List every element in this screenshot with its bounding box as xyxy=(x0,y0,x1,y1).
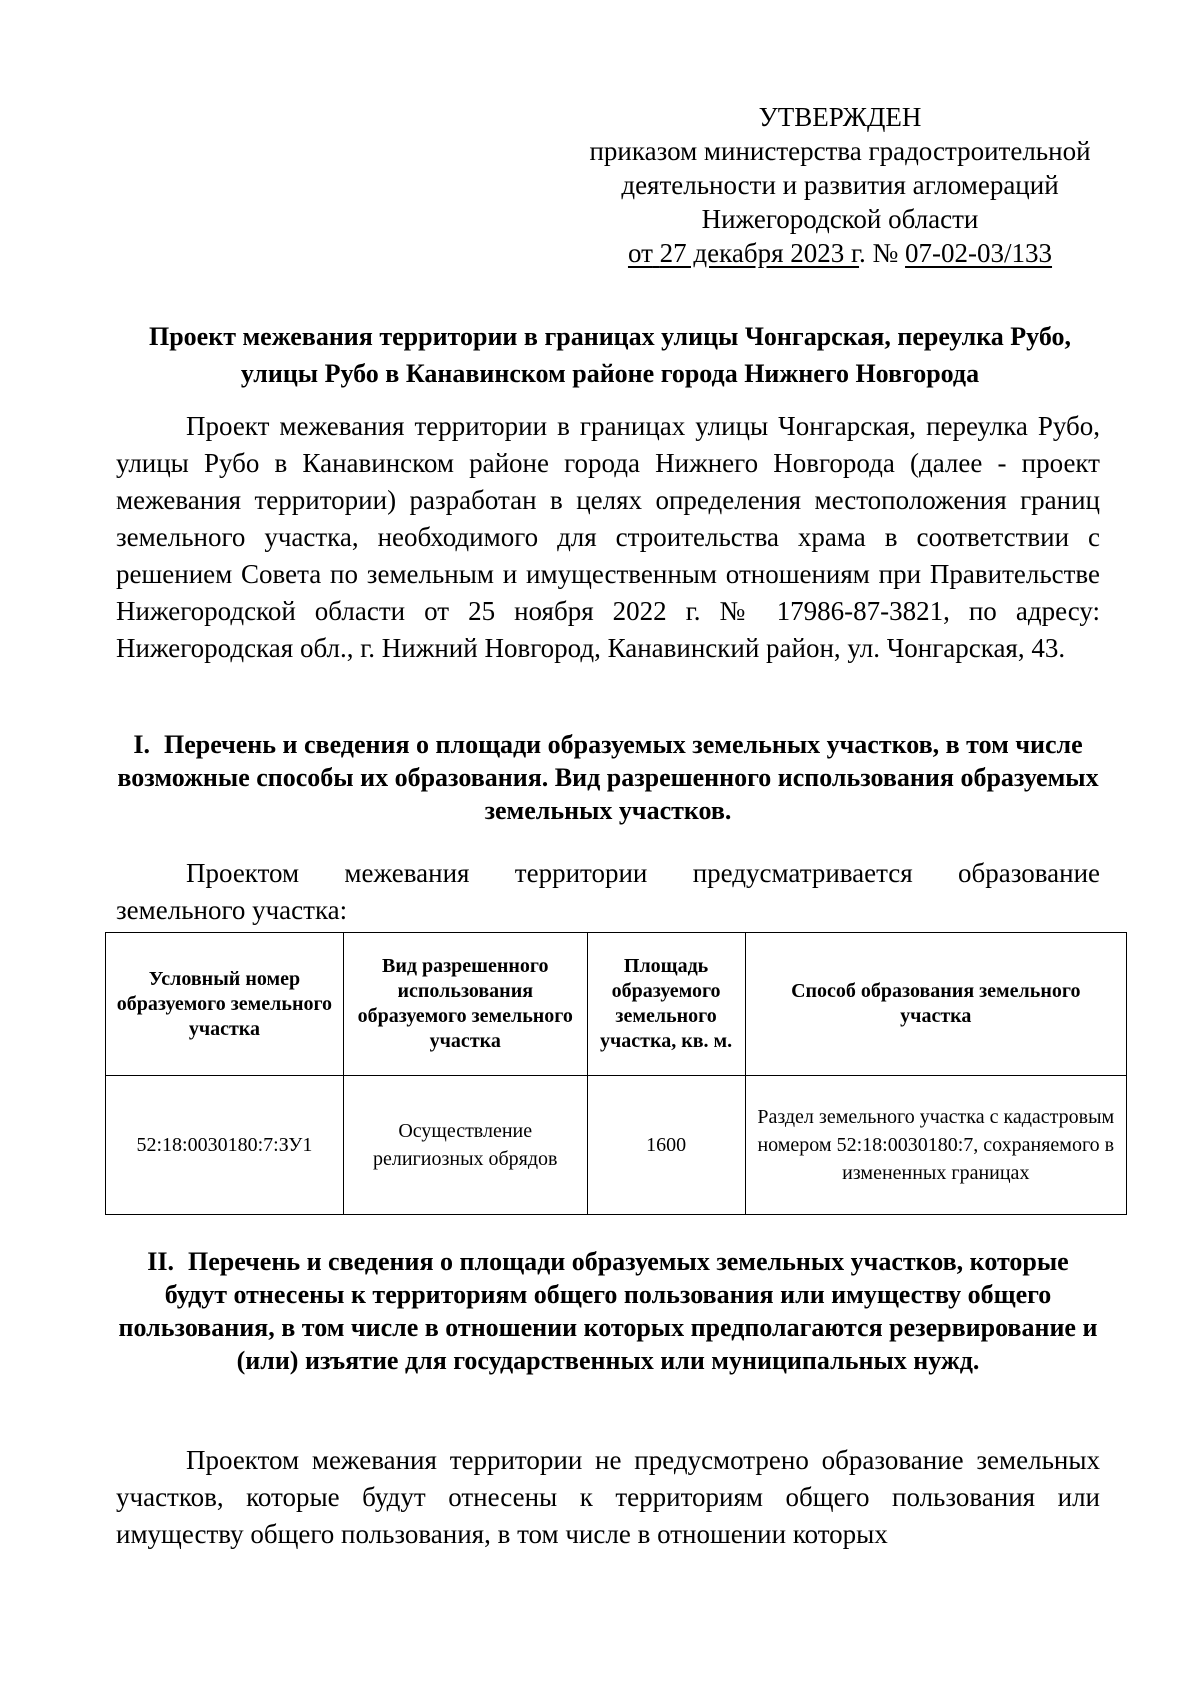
table-row xyxy=(106,1076,1127,1215)
approval-line: деятельности и развития агломераций xyxy=(621,170,1059,200)
section-2-heading xyxy=(116,1245,1100,1377)
intro-paragraph xyxy=(116,408,1100,667)
section-2-paragraph xyxy=(116,1442,1100,1553)
section-1-paragraph-line1: Проектом межевания территории предусматривается образование xyxy=(186,858,1100,888)
section-1-paragraph-continued: земельного участка: xyxy=(116,895,348,925)
section-1-heading xyxy=(116,728,1100,827)
approval-date: 27 декабря 2023 г xyxy=(659,238,860,268)
table-header-row xyxy=(106,933,1127,1076)
section-1-heading-text: Перечень и сведения о площади образуемых земельных участков, в том числе возможные способы их образования. Вид разрешенного использования образуемых земельных участков. xyxy=(117,730,1099,825)
approval-block xyxy=(560,100,1120,270)
approval-number-sign: . № xyxy=(859,238,899,268)
approval-date-prefix: от xyxy=(627,238,653,268)
land-plots-table xyxy=(105,932,1127,1215)
section-2-number: II. xyxy=(147,1247,175,1276)
approval-heading: УТВЕРЖДЕН xyxy=(758,102,922,132)
approval-number: 07-02-03/133 xyxy=(905,238,1053,268)
cell-formation-method: Раздел земельного участка с кадастровым номером 52:18:0030180:7, сохраняемого в измененных границах xyxy=(745,1076,1126,1215)
approval-line: Нижегородской области xyxy=(701,204,979,234)
approval-line: приказом министерства градостроительной xyxy=(589,136,1091,166)
header-permitted-use: Вид разрешенного использования образуемого земельного участка xyxy=(343,933,587,1076)
section-1-paragraph xyxy=(116,855,1100,892)
document-title: Проект межевания территории в границах улицы Чонгарская, переулка Рубо, улицы Рубо в Канавинском районе города Нижнего Новгорода xyxy=(149,322,1071,388)
section-2-paragraph-text: Проектом межевания территории не предусмотрено образование земельных участков, которые будут отнесены к территориям общего пользования или имуществу общего пользования, в том числе в отношении которых xyxy=(116,1445,1100,1549)
cell-permitted-use: Осуществление религиозных обрядов xyxy=(343,1076,587,1215)
cell-area: 1600 xyxy=(587,1076,745,1215)
section-1-number: I. xyxy=(133,730,150,759)
header-area: Площадь образуемого земельного участка, кв. м. xyxy=(587,933,745,1076)
header-formation-method: Способ образования земельного участка xyxy=(745,933,1126,1076)
header-plot-number: Условный номер образуемого земельного участка xyxy=(106,933,344,1076)
section-2-heading-text: Перечень и сведения о площади образуемых земельных участков, которые будут отнесены к территориям общего пользования или имуществу общего пользования, в том числе в отношении которых предполагаются резервирование и (или) изъятие для государственных или муниципальных нужд. xyxy=(118,1247,1098,1375)
cell-plot-number: 52:18:0030180:7:ЗУ1 xyxy=(106,1076,344,1215)
approval-date-space xyxy=(653,238,660,268)
approval-date-line xyxy=(560,236,1120,270)
intro-paragraph-text: Проект межевания территории в границах улицы Чонгарская, переулка Рубо, улицы Рубо в Канавинском районе города Нижнего Новгорода (далее - проект межевания территории) разработан в целях определения местоположения границ земельного участка, необходимого для строительства храма в соответствии с решением Совета по земельным и имущественным отношениям при Правительстве Нижегородской области от 25 ноября 2022 г. № 17986-87-3821, по адресу: Нижегородская обл., г. Нижний Новгород, Канавинский район, ул. Чонгарская, 43. xyxy=(116,411,1100,663)
